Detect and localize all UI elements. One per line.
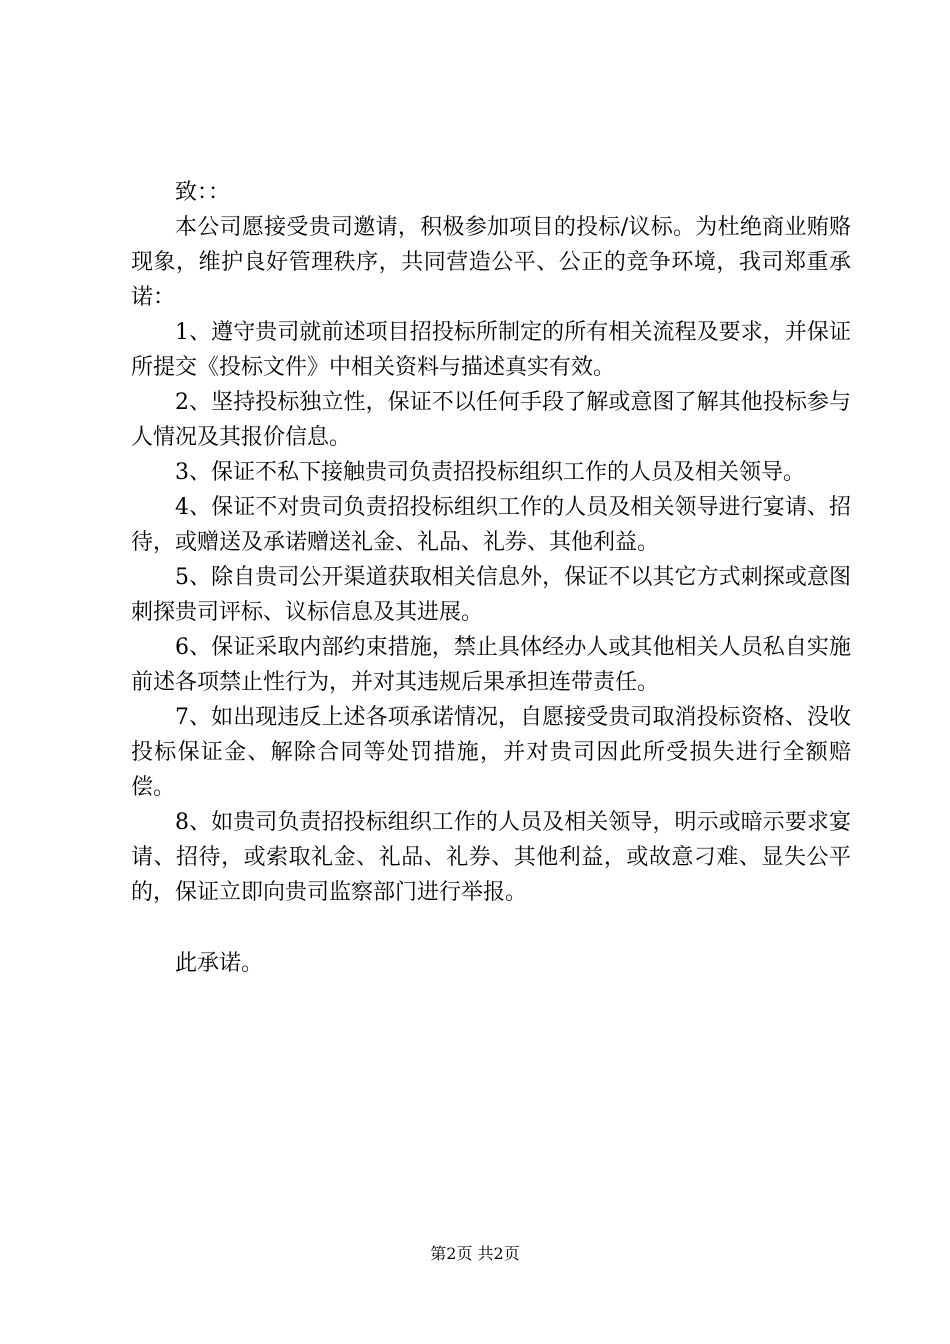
commitment-item-3: 3、保证不私下接触贵司负责招投标组织工作的人员及相关领导。 [175,460,805,485]
document-body [131,160,851,981]
closing-line: 此承诺。 [175,951,264,976]
commitment-item-4: 4、保证不对贵司负责招投标组织工作的人员及相关领导进行宴请、招待，或赠送及承诺赠送礼金、礼品、礼券、其他利益。 [131,495,851,555]
intro-paragraph: 本公司愿接受贵司邀请，积极参加项目的投标/议标。为杜绝商业贿赂现象，维护良好管理秩序，共同营造公平、公正的竞争环境，我司郑重承诺： [131,215,851,310]
commitment-item-8: 8、如贵司负责招投标组织工作的人员及相关领导，明示或暗示要求宴请、招待，或索取礼金、礼品、礼券、其他利益，或故意刁难、显失公平的，保证立即向贵司监察部门进行举报。 [131,810,851,905]
commitment-item-1: 1、遵守贵司就前述项目招投标所制定的所有相关流程及要求，并保证所提交《投标文件》中相关资料与描述真实有效。 [131,320,851,380]
commitment-item-6: 6、保证采取内部约束措施，禁止具体经办人或其他相关人员私自实施前述各项禁止性行为，并对其违规后果承担连带责任。 [131,635,851,695]
page-number-footer: 第2页 共2页 [430,1244,520,1263]
salutation: 致：： [175,180,231,205]
commitment-item-2: 2、坚持投标独立性，保证不以任何手段了解或意图了解其他投标参与人情况及其报价信息。 [131,390,851,450]
commitment-item-5: 5、除自贵司公开渠道获取相关信息外，保证不以其它方式刺探或意图刺探贵司评标、议标信息及其进展。 [131,565,851,625]
commitment-item-7: 7、如出现违反上述各项承诺情况，自愿接受贵司取消投标资格、没收投标保证金、解除合同等处罚措施，并对贵司因此所受损失进行全额赔偿。 [131,705,851,800]
